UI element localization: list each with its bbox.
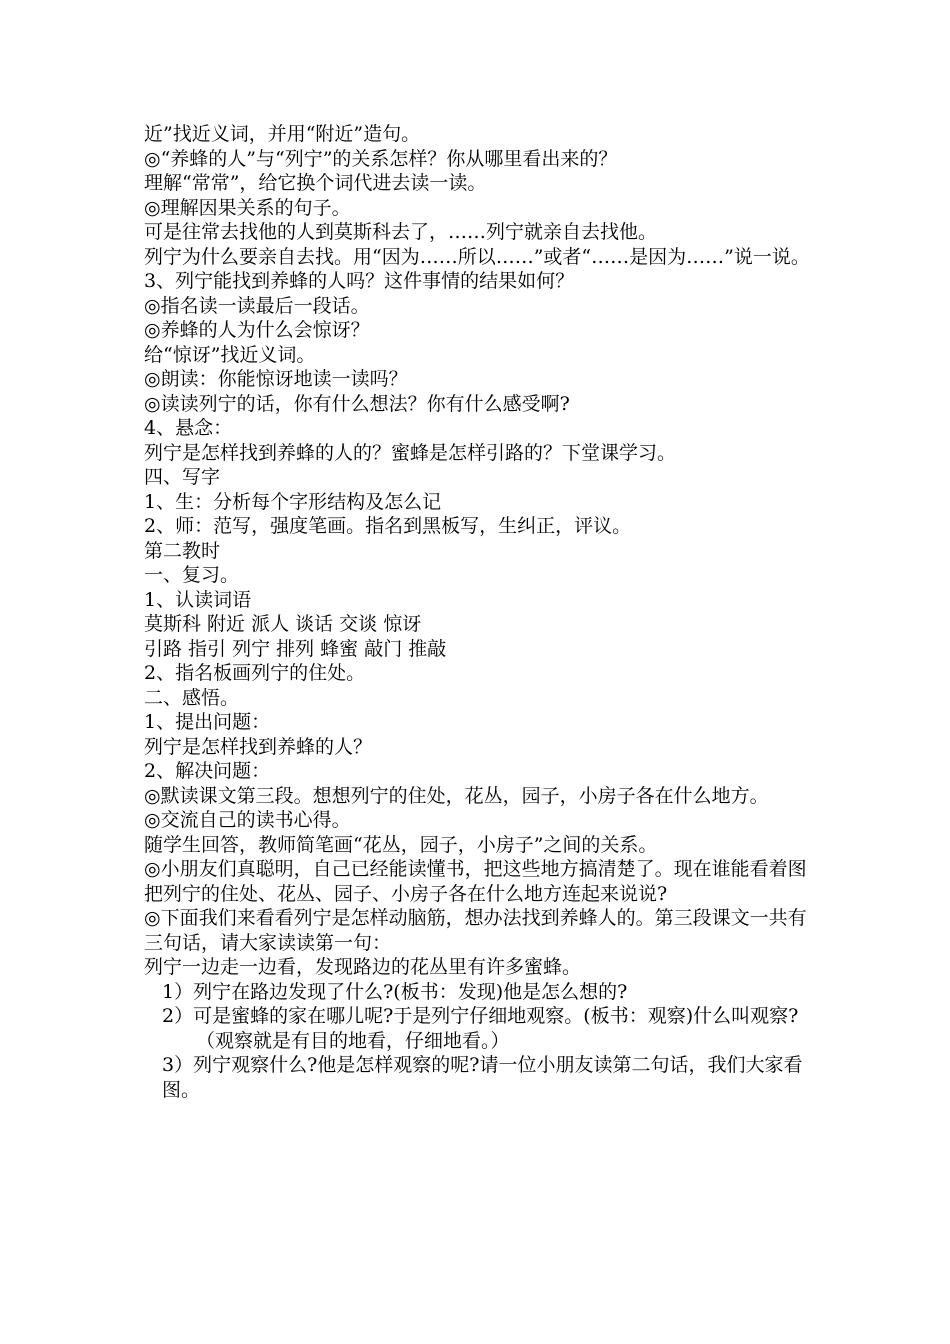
text-line: 3）列宁观察什么?他是怎样观察的呢?请一位小朋友读第二句话，我们大家看图。 bbox=[162, 1054, 803, 1101]
text-line: 2、指名板画列宁的住处。 bbox=[144, 662, 366, 684]
text-line: 近”找近义词，并用“附近”造句。 bbox=[144, 123, 421, 145]
text-line: 二、感悟。 bbox=[144, 686, 240, 709]
text-line: ◎朗读：你能惊讶地读一读吗？ bbox=[144, 368, 408, 390]
text-line: ◎默读课文第三段。想想列宁的住处，花丛，园子，小房子各在什么地方。 bbox=[144, 784, 769, 807]
text-line: ◎下面我们来看看列宁是怎样动脑筋，想办法找到养蜂人的。第三段课文一共有三句话，请大家读读第一句： bbox=[144, 907, 807, 954]
text-line: 1、提出问题： bbox=[144, 711, 271, 733]
text-line: 列宁是怎样找到养蜂的人的？蜜蜂是怎样引路的？下堂课学习。 bbox=[144, 441, 677, 464]
text-line: 给“惊讶”找近义词。 bbox=[144, 343, 316, 366]
text-line: 1、生：分析每个字形结构及怎么记 bbox=[144, 490, 442, 513]
text-line: ◎养蜂的人为什么会惊讶？ bbox=[144, 319, 370, 341]
text-line: 一、复习。 bbox=[144, 564, 240, 586]
text-line: ◎小朋友们真聪明，自己已经能读懂书，把这些地方搞清楚了。现在谁能看着图把列宁的住处、花丛、园子、小房子各在什么地方连起来说说? bbox=[144, 858, 807, 905]
text-line: ◎“养蜂的人”与“列宁”的关系怎样？你从哪里看出来的？ bbox=[144, 147, 618, 170]
text-line: 列宁一边走一边看，发现路边的花丛里有许多蜜蜂。 bbox=[144, 956, 582, 978]
text-line: 1）列宁在路边发现了什么?(板书：发现)他是怎么想的? bbox=[162, 980, 628, 1003]
text-line: 列宁为什么要亲自去找。用“因为……所以……”或者“……是因为……”说一说。 bbox=[144, 245, 810, 268]
text-line: 理解“常常”，给它换个词代进去读一读。 bbox=[144, 172, 487, 194]
text-line: 列宁是怎样找到养蜂的人？ bbox=[144, 735, 373, 758]
text-line: （观察就是有目的地看，仔细地看。） bbox=[196, 1029, 510, 1052]
text-line: 四、写字 bbox=[144, 466, 221, 488]
text-line: 1、认读词语 bbox=[144, 588, 252, 611]
text-line: 2）可是蜜蜂的家在哪儿呢?于是列宁仔细地观察。(板书：观察)什么叫观察? bbox=[162, 1005, 799, 1027]
text-line: ◎理解因果关系的句子。 bbox=[144, 196, 351, 219]
text-line: 引路 指引 列宁 排列 蜂蜜 敲门 推敲 bbox=[144, 637, 447, 660]
text-line: 3、列宁能找到养蜂的人吗？这件事情的结果如何？ bbox=[144, 270, 575, 292]
text-line: 第二教时 bbox=[144, 539, 221, 562]
text-line: ◎指名读一读最后一段话。 bbox=[144, 294, 370, 317]
text-line: ◎交流自己的读书心得。 bbox=[144, 809, 351, 831]
text-line: 莫斯科 附近 派人 谈话 交谈 惊讶 bbox=[144, 613, 422, 635]
text-line: 随学生回答，教师简笔画“花丛，园子，小房子”之间的关系。 bbox=[144, 833, 658, 856]
text-line: 2、解决问题： bbox=[144, 760, 271, 782]
text-line: 可是往常去找他的人到莫斯科去了，……列宁就亲自去找他。 bbox=[144, 221, 658, 243]
text-line: 2、师：范写，强度笔画。指名到黑板写，生纠正，评议。 bbox=[144, 515, 632, 537]
text-line: ◎读读列宁的话，你有什么想法？你有什么感受啊? bbox=[144, 392, 570, 415]
text-line: 4、悬念： bbox=[144, 417, 233, 439]
document-body bbox=[144, 122, 810, 1102]
